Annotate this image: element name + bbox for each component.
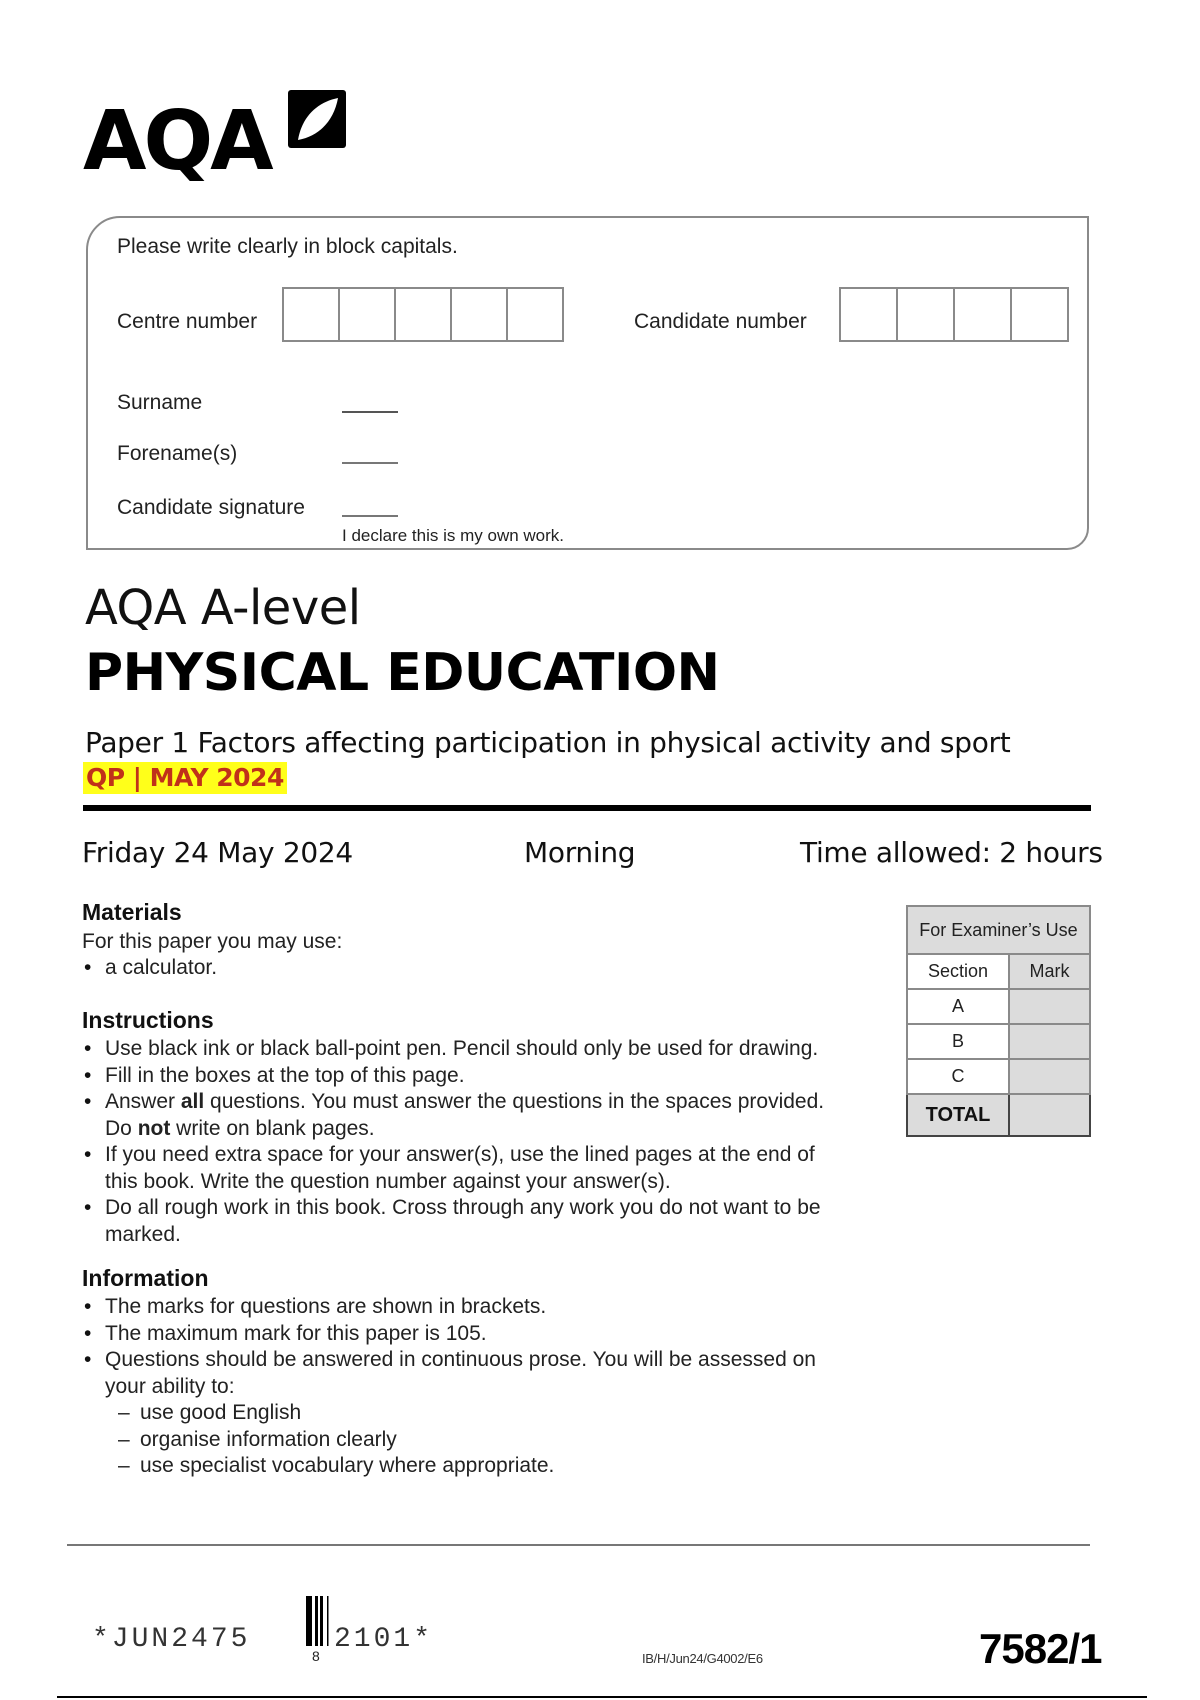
candidate-number-box[interactable] <box>1012 289 1069 340</box>
exam-date: Friday 24 May 2024 <box>82 836 353 869</box>
aqa-leaf-mark-icon <box>288 90 346 148</box>
candidate-number-field[interactable] <box>839 287 1069 342</box>
materials-item: • a calculator. <box>82 955 882 982</box>
barcode-right-text: 2101* <box>334 1624 434 1655</box>
instructions-list <box>82 1036 892 1248</box>
centre-number-box[interactable] <box>452 289 508 340</box>
forenames-field[interactable] <box>342 462 398 464</box>
time-allowed: Time allowed: 2 hours <box>800 836 1103 869</box>
barcode-left-text: *JUN2475 <box>92 1624 251 1655</box>
declaration-text: I declare this is my own work. <box>342 526 565 545</box>
total-mark-cell <box>1009 1094 1090 1136</box>
section-label: A <box>907 989 1009 1024</box>
form-instruction: Please write clearly in block capitals. <box>117 235 458 258</box>
centre-number-field[interactable] <box>282 287 564 342</box>
candidate-number-box[interactable] <box>841 289 898 340</box>
information-item: • The maximum mark for this paper is 105. <box>82 1321 892 1348</box>
barcode-digit: 8 <box>312 1648 320 1664</box>
subject-title: PHYSICAL EDUCATION <box>85 643 720 703</box>
surname-label: Surname <box>117 391 203 414</box>
candidate-number-box[interactable] <box>898 289 955 340</box>
candidate-number-label: Candidate number <box>634 310 807 333</box>
centre-number-label: Centre number <box>117 310 258 333</box>
section-label: B <box>907 1024 1009 1059</box>
candidate-number-box[interactable] <box>955 289 1012 340</box>
instruction-item: • Use black ink or black ball-point pen. Pencil should only be used for drawing. <box>82 1036 892 1063</box>
barcode-icon <box>306 1596 332 1646</box>
information-list <box>82 1294 892 1400</box>
aqa-logo <box>83 88 353 188</box>
materials-list <box>82 955 882 982</box>
section-label: C <box>907 1059 1009 1094</box>
forenames-label: Forename(s) <box>117 442 238 465</box>
assessment-criteria-list <box>82 1400 892 1480</box>
instructions-section <box>82 1007 892 1248</box>
total-label: TOTAL <box>907 1094 1009 1136</box>
surname-field[interactable] <box>342 411 398 413</box>
section-mark-cell <box>1009 1024 1090 1059</box>
information-heading: Information <box>82 1265 209 1291</box>
document-reference: IB/H/Jun24/G4002/E6 <box>642 1651 763 1666</box>
information-item: • Questions should be answered in continuous prose. You will be assessed on your ability to: <box>82 1347 892 1400</box>
centre-number-box[interactable] <box>508 289 564 340</box>
section-mark-cell <box>1009 989 1090 1024</box>
paper-code: 7582/1 <box>979 1625 1102 1672</box>
qp-highlight-tag: QP | MAY 2024 <box>83 762 287 794</box>
centre-number-box[interactable] <box>396 289 452 340</box>
footer-divider <box>67 1544 1090 1546</box>
instructions-heading: Instructions <box>82 1007 214 1033</box>
materials-section <box>82 899 882 982</box>
exam-session: Morning <box>524 836 636 869</box>
examiner-table-title: For Examiner’s Use <box>907 906 1090 954</box>
bottom-divider <box>57 1696 1147 1698</box>
section-column-header: Section <box>907 954 1009 989</box>
materials-intro: For this paper you may use: <box>82 930 343 953</box>
information-item: • The marks for questions are shown in brackets. <box>82 1294 892 1321</box>
materials-heading: Materials <box>82 899 182 925</box>
criteria-item: – use good English <box>118 1400 892 1427</box>
instruction-item: • Answer all questions. You must answer the questions in the spaces provided. Do not write on blank pages. <box>82 1089 892 1142</box>
criteria-item: – use specialist vocabulary where appropriate. <box>118 1453 892 1480</box>
centre-number-box[interactable] <box>340 289 396 340</box>
signature-field[interactable] <box>342 515 398 517</box>
instruction-item: • Fill in the boxes at the top of this page. <box>82 1063 892 1090</box>
instruction-item: • If you need extra space for your answer(s), use the lined pages at the end of this book. Write the question number against your answer(s). <box>82 1142 892 1195</box>
signature-label: Candidate signature <box>117 496 305 519</box>
information-section <box>82 1265 892 1480</box>
centre-number-box[interactable] <box>284 289 340 340</box>
criteria-item: – organise information clearly <box>118 1427 892 1454</box>
title-divider <box>83 805 1091 811</box>
section-mark-cell <box>1009 1059 1090 1094</box>
logo-text: AQA <box>83 94 271 189</box>
paper-subtitle: Paper 1 Factors affecting participation in physical activity and sport <box>85 726 1011 759</box>
examiner-use-table <box>906 905 1091 1137</box>
qualification-title: AQA A-level <box>85 580 361 636</box>
instruction-item: • Do all rough work in this book. Cross through any work you do not want to be marked. <box>82 1195 892 1248</box>
mark-column-header: Mark <box>1009 954 1090 989</box>
